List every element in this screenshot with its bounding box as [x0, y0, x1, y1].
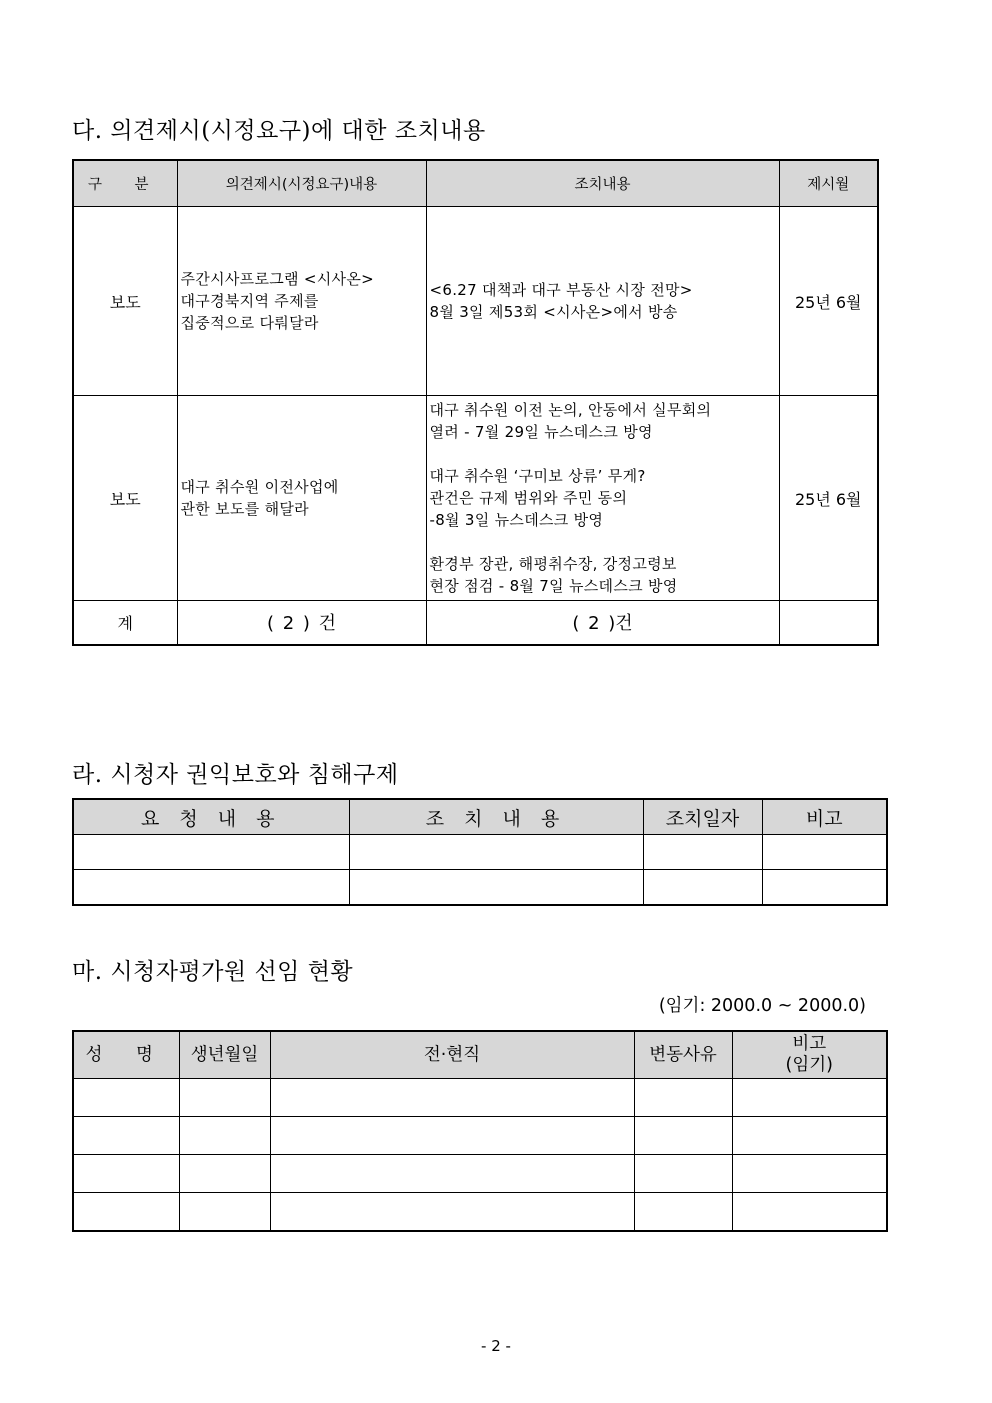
- header-category: 구 분: [73, 160, 177, 207]
- row-month: 25년 6월: [779, 207, 878, 396]
- header-action: 조치내용: [426, 160, 779, 207]
- row-category: 보도: [73, 207, 177, 396]
- evaluator-table: [72, 1030, 888, 1232]
- total-request-count: ( 2 ) 건: [177, 601, 426, 645]
- header-note: 비고: [762, 799, 887, 835]
- total-row: [73, 601, 878, 645]
- header-month: 제시월: [779, 160, 878, 207]
- row-request: 대구 취수원 이전사업에 관한 보도를 해달라: [177, 396, 426, 601]
- table-row: [73, 1079, 887, 1117]
- header-position: 전·현직: [270, 1031, 634, 1079]
- row-action: 대구 취수원 이전 논의, 안동에서 실무회의 열려 - 7월 29일 뉴스데스크 방영 대구 취수원 ‘구미보 상류’ 무게? 관건은 규제 범위와 주민 동의 -8월 3일 뉴스데스크 방영 환경부 장관, 해평취수장, 강정고령보 현장 점검 - 8월 7일 뉴스데스크 방영: [426, 396, 779, 601]
- header-request: 의견제시(시정요구)내용: [177, 160, 426, 207]
- table-header-row: [73, 1031, 887, 1079]
- row-category: 보도: [73, 396, 177, 601]
- row-month: 25년 6월: [779, 396, 878, 601]
- table-row: [73, 1117, 887, 1155]
- table-row: [73, 396, 878, 601]
- header-change-reason: 변동사유: [634, 1031, 732, 1079]
- page-number: - 2 -: [481, 1337, 511, 1355]
- table-header-row: [73, 799, 887, 835]
- table-row: [73, 1193, 887, 1232]
- table-row: [73, 1155, 887, 1193]
- row-request: 주간시사프로그램 <시사온> 대구경북지역 주제를 집중적으로 다뤄달라: [177, 207, 426, 396]
- total-label: 계: [73, 601, 177, 645]
- total-month: [779, 601, 878, 645]
- table-row: [73, 835, 887, 870]
- header-note-label: 비고: [792, 1034, 827, 1054]
- header-birthdate: 생년월일: [179, 1031, 270, 1079]
- viewer-rights-table: [72, 798, 888, 906]
- section-ma-title: 마. 시청자평가원 선임 현황: [72, 959, 354, 985]
- table-header-row: [73, 160, 878, 207]
- table-row: [73, 207, 878, 396]
- term-period: (임기: 2000.0 ~ 2000.0): [658, 996, 866, 1016]
- section-ra-title: 라. 시청자 권익보호와 침해구제: [72, 762, 399, 788]
- row-action: <6.27 대책과 대구 부동산 시장 전망> 8월 3일 제53회 <시사온>에서 방송: [426, 207, 779, 396]
- total-action-count: ( 2 )건: [426, 601, 779, 645]
- table-row: [73, 870, 887, 906]
- header-name: 성 명: [73, 1031, 179, 1079]
- opinion-action-table: [72, 159, 879, 646]
- header-action-content: 조 치 내 용: [349, 799, 643, 835]
- header-term-label: (임기): [785, 1055, 833, 1075]
- section-da-title: 다. 의견제시(시정요구)에 대한 조치내용: [72, 118, 486, 144]
- header-request-content: 요 청 내 용: [73, 799, 349, 835]
- header-note-term: [732, 1031, 887, 1079]
- header-action-date: 조치일자: [643, 799, 762, 835]
